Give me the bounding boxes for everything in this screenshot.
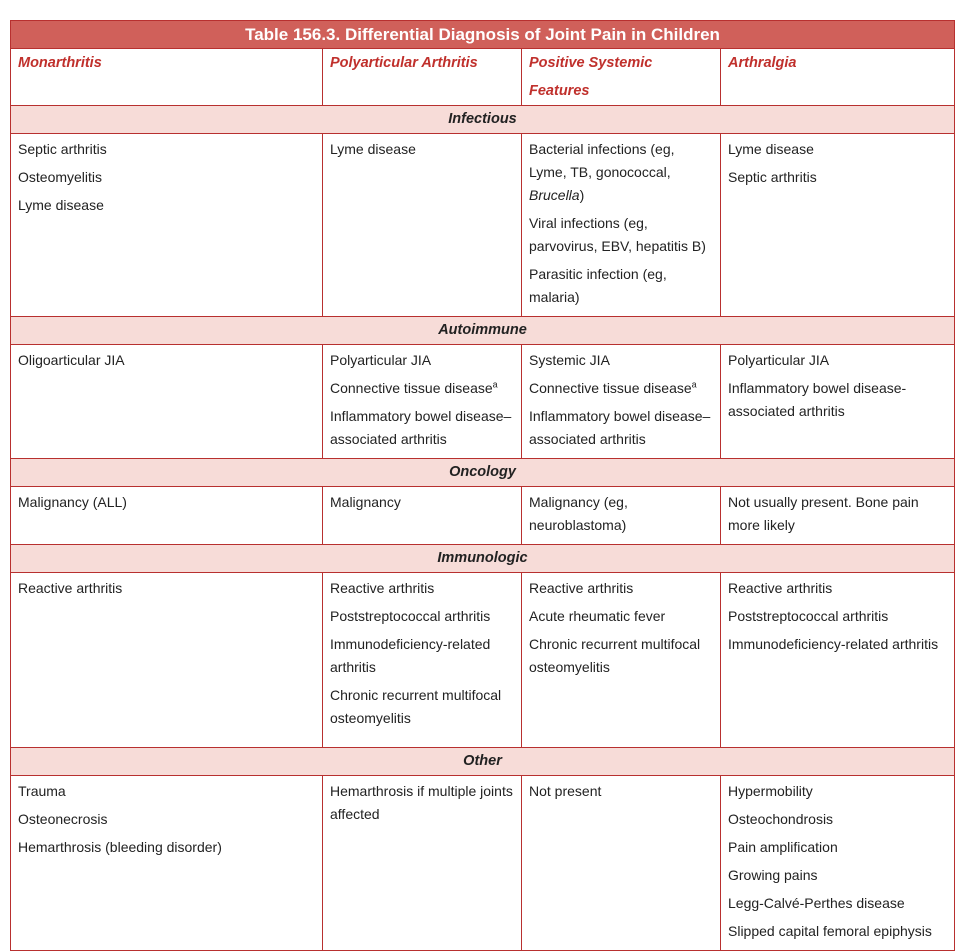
list-item: Reactive arthritis xyxy=(529,580,634,596)
list-item: Bacterial infections (eg, Lyme, TB, gonococcal, Brucella) xyxy=(529,141,675,203)
column-header-row xyxy=(11,49,955,106)
list-item: Parasitic infection (eg, malaria) xyxy=(529,266,667,305)
list-item: Chronic recurrent multifocal osteomyelitis xyxy=(330,687,502,726)
cell-polyarticular-arthritis xyxy=(323,487,522,545)
list-item: Chronic recurrent multifocal osteomyelitis xyxy=(529,636,701,675)
list-item: Hypermobility xyxy=(728,783,813,799)
cell-arthralgia xyxy=(721,345,955,459)
table-title: Table 156.3. Differential Diagnosis of Joint Pain in Children xyxy=(11,21,955,49)
list-item: Malignancy (eg, neuroblastoma) xyxy=(529,494,628,533)
cell-positive-systemic-features xyxy=(522,573,721,748)
list-item: Growing pains xyxy=(728,867,818,883)
list-item: Lyme disease xyxy=(728,141,814,157)
cell-arthralgia xyxy=(721,573,955,748)
cell-polyarticular-arthritis xyxy=(323,134,522,317)
section-row-infectious xyxy=(11,134,955,317)
cell-arthralgia xyxy=(721,134,955,317)
list-item: Slipped capital femoral epiphysis xyxy=(728,923,932,939)
column-header-arthralgia: Arthralgia xyxy=(721,49,955,106)
section-header-immunologic xyxy=(11,545,955,573)
section-header-oncology xyxy=(11,459,955,487)
list-item: Viral infections (eg, parvovirus, EBV, hepatitis B) xyxy=(529,215,706,254)
list-item: Immunodeficiency-related arthritis xyxy=(330,636,491,675)
cell-positive-systemic-features xyxy=(522,134,721,317)
list-item: Reactive arthritis xyxy=(728,580,833,596)
differential-diagnosis-table xyxy=(10,20,955,951)
cell-positive-systemic-features xyxy=(522,487,721,545)
list-item: Malignancy (ALL) xyxy=(18,494,127,510)
cell-positive-systemic-features xyxy=(522,345,721,459)
list-item: Hemarthrosis (bleeding disorder) xyxy=(18,839,222,855)
list-item: Lyme disease xyxy=(330,141,416,157)
cell-polyarticular-arthritis xyxy=(323,345,522,459)
section-title: Immunologic xyxy=(11,545,955,573)
section-row-immunologic xyxy=(11,573,955,748)
section-header-other xyxy=(11,748,955,776)
list-item: Not present xyxy=(529,783,602,799)
list-item: Inflammatory bowel disease–associated arthritis xyxy=(330,408,512,447)
section-title: Autoimmune xyxy=(11,317,955,345)
list-item: Reactive arthritis xyxy=(330,580,435,596)
list-item: Reactive arthritis xyxy=(18,580,123,596)
column-header-monarthritis: Monarthritis xyxy=(11,49,323,106)
section-header-autoimmune xyxy=(11,317,955,345)
list-item: Osteomyelitis xyxy=(18,169,103,185)
section-row-other xyxy=(11,776,955,951)
list-item: Polyarticular JIA xyxy=(330,352,432,368)
list-item: Lyme disease xyxy=(18,197,104,213)
table-container xyxy=(10,20,954,951)
list-item: Septic arthritis xyxy=(728,169,817,185)
column-header-polyarticular-arthritis: Polyarticular Arthritis xyxy=(323,49,522,106)
cell-polyarticular-arthritis xyxy=(323,776,522,951)
list-item: Hemarthrosis if multiple joints affected xyxy=(330,783,513,822)
list-item: Immunodeficiency-related arthritis xyxy=(728,636,939,652)
list-item: Pain amplification xyxy=(728,839,838,855)
list-item: Malignancy xyxy=(330,494,401,510)
section-header-infectious xyxy=(11,106,955,134)
list-item: Osteochondrosis xyxy=(728,811,834,827)
section-row-oncology xyxy=(11,487,955,545)
section-row-autoimmune xyxy=(11,345,955,459)
cell-monarthritis xyxy=(11,776,323,951)
cell-monarthritis xyxy=(11,573,323,748)
list-item: Osteonecrosis xyxy=(18,811,108,827)
list-item: Poststreptococcal arthritis xyxy=(330,608,491,624)
cell-arthralgia xyxy=(721,776,955,951)
cell-monarthritis xyxy=(11,487,323,545)
list-item: Septic arthritis xyxy=(18,141,107,157)
list-item: Legg-Calvé-Perthes disease xyxy=(728,895,905,911)
list-item: Poststreptococcal arthritis xyxy=(728,608,889,624)
section-title: Oncology xyxy=(11,459,955,487)
list-item: Connective tissue disease$^a$ xyxy=(330,379,498,396)
list-item: Oligoarticular JIA xyxy=(18,352,125,368)
list-item: Inflammatory bowel disease-associated arthritis xyxy=(728,380,907,419)
cell-positive-systemic-features xyxy=(522,776,721,951)
list-item: Inflammatory bowel disease–associated arthritis xyxy=(529,408,711,447)
cell-arthralgia xyxy=(721,487,955,545)
list-item: Acute rheumatic fever xyxy=(529,608,666,624)
list-item: Trauma xyxy=(18,783,66,799)
list-item: Systemic JIA xyxy=(529,352,610,368)
list-item: Connective tissue disease$^a$ xyxy=(529,379,697,396)
list-item: Not usually present. Bone pain more likely xyxy=(728,494,919,533)
column-header-positive-systemic-features: Positive Systemic Features xyxy=(522,49,721,106)
cell-polyarticular-arthritis xyxy=(323,573,522,748)
list-item: Polyarticular JIA xyxy=(728,352,830,368)
section-title: Other xyxy=(11,748,955,776)
cell-monarthritis xyxy=(11,134,323,317)
section-title: Infectious xyxy=(11,106,955,134)
cell-monarthritis xyxy=(11,345,323,459)
